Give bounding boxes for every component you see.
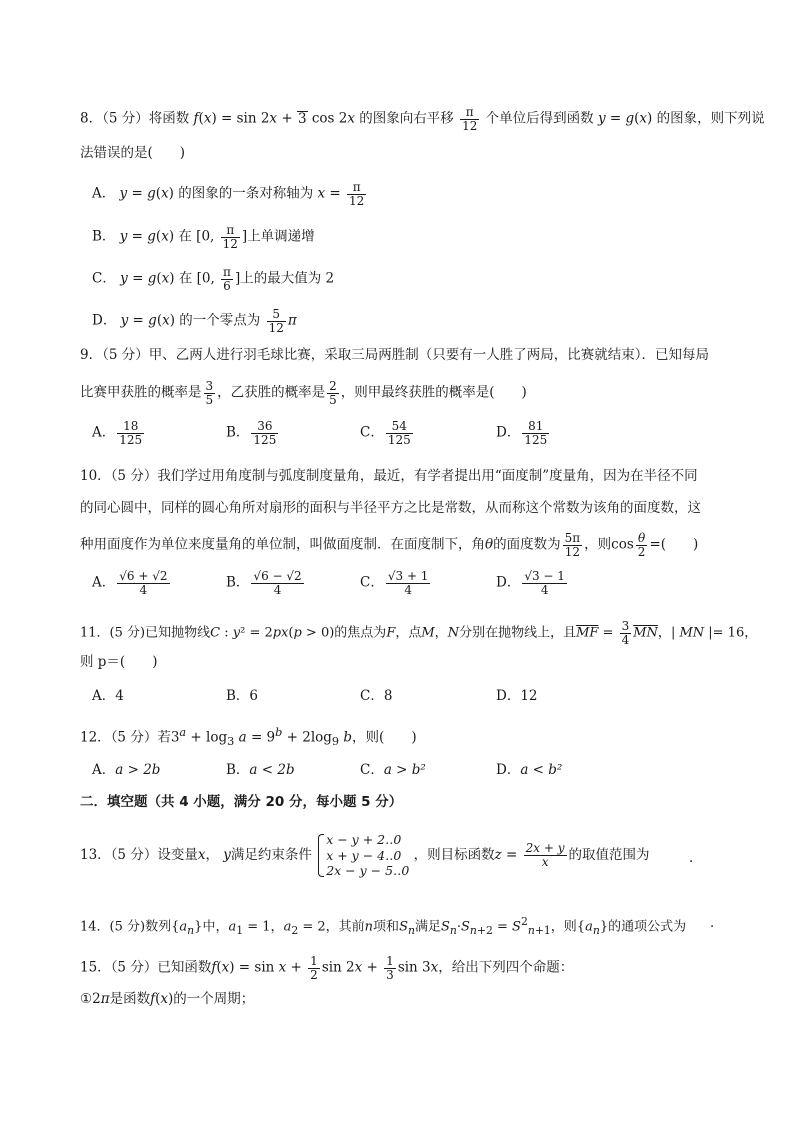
q11-text: ，: [657, 625, 671, 641]
q12-score: （5 分）: [110, 729, 158, 746]
q14-score: (5 分): [109, 919, 146, 935]
q14-text: ，: [270, 919, 284, 935]
q11-number: 11．: [80, 625, 110, 641]
q8-line1: 8．（5 分）将函数 f(x) = sin 2x + 3 cos 2x 的图象向右平移 $\frac{\pi}{12}$ 个单位后得到函数 y = g(x) 的图象，则下列说: [80, 105, 765, 133]
q10-text: ，则: [584, 536, 612, 553]
q11-score: (5 分): [109, 625, 146, 641]
q10-text: 的面度数为: [493, 536, 561, 553]
q14-number: 14．: [80, 919, 110, 935]
q10-fraction: $\frac{5\pi}{12}$: [564, 531, 581, 559]
q11-text: 已知抛物线: [145, 625, 211, 641]
q8-option-d: D． y = g(x) 的一个零点为 $\frac{5}{12}$ π: [92, 307, 297, 335]
q13-number: 13．: [80, 846, 111, 863]
option-label: B．: [92, 228, 116, 245]
q14-text: 数列: [145, 919, 172, 935]
q13-end: ．: [689, 850, 703, 866]
q15-text: 已知函数: [157, 959, 212, 976]
q13-text: 的取值范围为: [568, 846, 650, 863]
q9-text: 比赛甲获胜的概率是: [80, 384, 202, 401]
option-label: C．: [92, 270, 116, 287]
q9-text: 甲、乙两人进行羽毛球比赛，采取三局两胜制（只要有一人胜了两局，比赛就结束）．已知每局: [148, 347, 709, 363]
q10-number: 10．: [80, 468, 111, 484]
option-label: A．: [92, 185, 116, 202]
q8-number: 8．: [80, 110, 103, 127]
q10-option-c: C． $\frac{√3 + 1}{4}$: [360, 569, 429, 597]
q13-constraint-system: [316, 832, 409, 879]
q10-score: （5 分）: [110, 468, 158, 484]
q9-line1: [80, 349, 709, 363]
q14-text: ，其前: [325, 919, 365, 935]
q13-text: ，: [205, 846, 219, 863]
q11-text: ，: [744, 625, 758, 641]
q10-line2: 的同心圆中，同样的圆心角所对扇形的面积与半径平方之比是常数，从而称这个常数为该角的面度数，这: [80, 500, 701, 516]
q10-line3: 种用面度作为单位来度量角的单位制，叫做面度制．在面度制下，角θ的面度数为 $\frac{5\pi}{12}$ ，则cos $\frac{\theta}{2}$ =( ): [80, 531, 699, 559]
option-text: 在: [178, 228, 192, 245]
q12-option-b: B．a < 2b: [226, 762, 295, 778]
q9-text: ，则甲最终获胜的概率是( ): [340, 384, 527, 401]
q14-text: 的通项公式为: [608, 919, 687, 935]
q15-item-1: ①2π是函数f(x)的一个周期；: [80, 991, 255, 1007]
q10-options: [92, 570, 692, 604]
q12-text: ，则( ): [352, 729, 417, 746]
q10-text: 种用面度作为单位来度量角的单位制，叫做面度制．在面度制下，角: [80, 536, 485, 553]
q11-option-c: C．8: [360, 688, 393, 704]
option-fraction: $\frac{\pi}{12}$: [222, 223, 238, 251]
q14-end: ．: [710, 915, 724, 931]
q13-line1: 13．（5 分）设变量x， y满足约束条件 x − y + 2‥0 x + y − 4‥0 2x − y − 5‥0 ，则目标函数z = $\frac{2x + y}{x}$ 的取值范围为: [80, 832, 650, 879]
q11-option-b: B．6: [226, 688, 259, 704]
option-text: 上单调递增: [247, 228, 315, 245]
q8-score: （5 分）: [102, 110, 149, 127]
q10-text: ( ): [660, 536, 699, 553]
option-text: 在: [178, 270, 193, 287]
q9-option-a: A． $\frac{18}{125}$: [92, 419, 143, 447]
q11-text: 分别在抛物线上，且: [459, 625, 577, 641]
option-text: 的图象的一条对称轴为: [178, 185, 314, 202]
q8-shift-fraction: $\frac{\pi}{12}$: [462, 105, 478, 133]
q11-line2: 则 p＝( ): [80, 654, 158, 670]
q9-prob-a-fraction: $\frac{3}{5}$: [205, 379, 214, 407]
q14-line1: 14．(5 分)数列$\{a_n\}$中，$a_1 = 1$，$a_2 = 2$，其前n项和$S_n$满足$S_n\cdot S_{n+2} = S^2_{n+1}$，则$\{a_n\}$的通项公式为: [80, 915, 687, 937]
q12-line1: 12．（5 分）若$3^a + \log_3 a = 9^b + 2\log_9$ b，则( ): [80, 726, 417, 749]
q8-text: 将函数: [148, 110, 190, 127]
q9-score: （5 分）: [102, 347, 149, 363]
q10-option-a: A． $\frac{√6 + √2}{4}$: [92, 569, 168, 597]
q8-text: 个单位后得到函数: [485, 110, 594, 127]
q12-option-d: D．a < b²: [496, 762, 563, 778]
q15-line1: 15．（5 分）已知函数f(x) = sin x + $\frac{1}{2}$ sin 2x + $\frac{1}{3}$ sin 3x，给出下列四个命题：: [80, 954, 574, 982]
q10-option-b: B． $\frac{√6 - √2}{4}$: [226, 569, 302, 597]
q15-text: ，给出下列四个命题：: [438, 959, 574, 976]
section-title-fill-in: 二．填空题（共 4 小题，满分 20 分，每小题 5 分）: [80, 794, 403, 810]
q10-text: 我们学过用角度制与弧度制度量角，最近，有学者提出用“面度制”度量角，因为在半径不同: [157, 468, 698, 484]
q10-line1: [80, 470, 698, 484]
q8-text: 的图象，则下列说: [656, 110, 765, 127]
q11-option-a: A．4: [92, 688, 124, 704]
q8-option-b: B． y = g(x) 在 [0, $\frac{\pi}{12}$ ]上单调递增: [92, 223, 315, 251]
q8-option-c: C． y = g(x) 在 [0, $\frac{\pi}{6}$ ]上的最大值为 2: [92, 265, 335, 293]
q12-option-c: C．a > b²: [360, 762, 426, 778]
q9-option-c: C． $\frac{54}{125}$: [360, 419, 411, 447]
q14-text: 中，: [202, 919, 229, 935]
option-fraction: $\frac{\pi}{6}$: [223, 265, 231, 293]
option-text: 的一个零点为: [179, 312, 261, 329]
q9-options: [92, 420, 692, 454]
q11-text: ，: [434, 625, 448, 641]
q11-text: 的焦点为: [334, 625, 387, 641]
q14-text: 项和: [373, 919, 400, 935]
q9-number: 9．: [80, 347, 103, 363]
q15-text: 是函数: [109, 991, 151, 1007]
q12-text: 若: [157, 729, 171, 746]
q14-text: ，则: [550, 919, 577, 935]
q9-option-d: D． $\frac{81}{125}$: [496, 419, 548, 447]
q15-score: （5 分）: [110, 959, 158, 976]
q12-option-a: A．a > 2b: [92, 762, 161, 778]
option-fraction: $\frac{\pi}{12}$: [349, 180, 365, 208]
q12-number: 12．: [80, 729, 111, 746]
item-marker: ①: [80, 991, 93, 1007]
q13-text: ，则目标函数: [413, 846, 495, 863]
option-label: D．: [92, 312, 117, 329]
q13-score: （5 分）: [110, 846, 158, 863]
q13-text: 满足约束条件: [230, 846, 312, 863]
q9-line2: [80, 380, 527, 406]
q11-options: [92, 690, 692, 710]
q14-text: 满足: [414, 919, 441, 935]
q11-text: ，点: [395, 625, 422, 641]
option-fraction: $\frac{5}{12}$: [268, 307, 284, 335]
q15-number: 15．: [80, 959, 111, 976]
q8-text: 的图象向右平移: [359, 110, 454, 127]
q15-text: 的一个周期；: [173, 991, 255, 1007]
q8-line2: 法错误的是( ): [80, 145, 186, 161]
constraint: x + y − 4‥0: [326, 847, 402, 863]
q13-objective-fraction: $\frac{2x + y}{x}$: [525, 841, 565, 869]
constraint: 2x − y − 5‥0: [326, 863, 410, 879]
q9-prob-b-fraction: $\frac{2}{5}$: [329, 379, 337, 407]
option-text: 上的最大值为 2: [240, 270, 335, 287]
q11-option-d: D．12: [496, 688, 538, 704]
q8-option-a: A． y = g(x) 的图象的一条对称轴为 x = $\frac{\pi}{12}$: [92, 180, 365, 208]
q11-line1: 11．(5 分)已知抛物线C : y² = 2px(p > 0)的焦点为F，点M，N分别在抛物线上，且$\overline{MF}$ = $\frac{3}{4}$ $\overline{MN}$，| MN |= 16，: [80, 619, 758, 647]
q9-option-b: B． $\frac{36}{125}$: [226, 419, 277, 447]
q13-text: 设变量: [157, 846, 198, 863]
constraint: x − y + 2‥0: [326, 832, 402, 847]
q10-option-d: D． $\frac{√3 - 1}{4}$: [496, 569, 565, 597]
q12-options: [92, 764, 692, 784]
q9-text: ，乙获胜的概率是: [217, 384, 326, 401]
